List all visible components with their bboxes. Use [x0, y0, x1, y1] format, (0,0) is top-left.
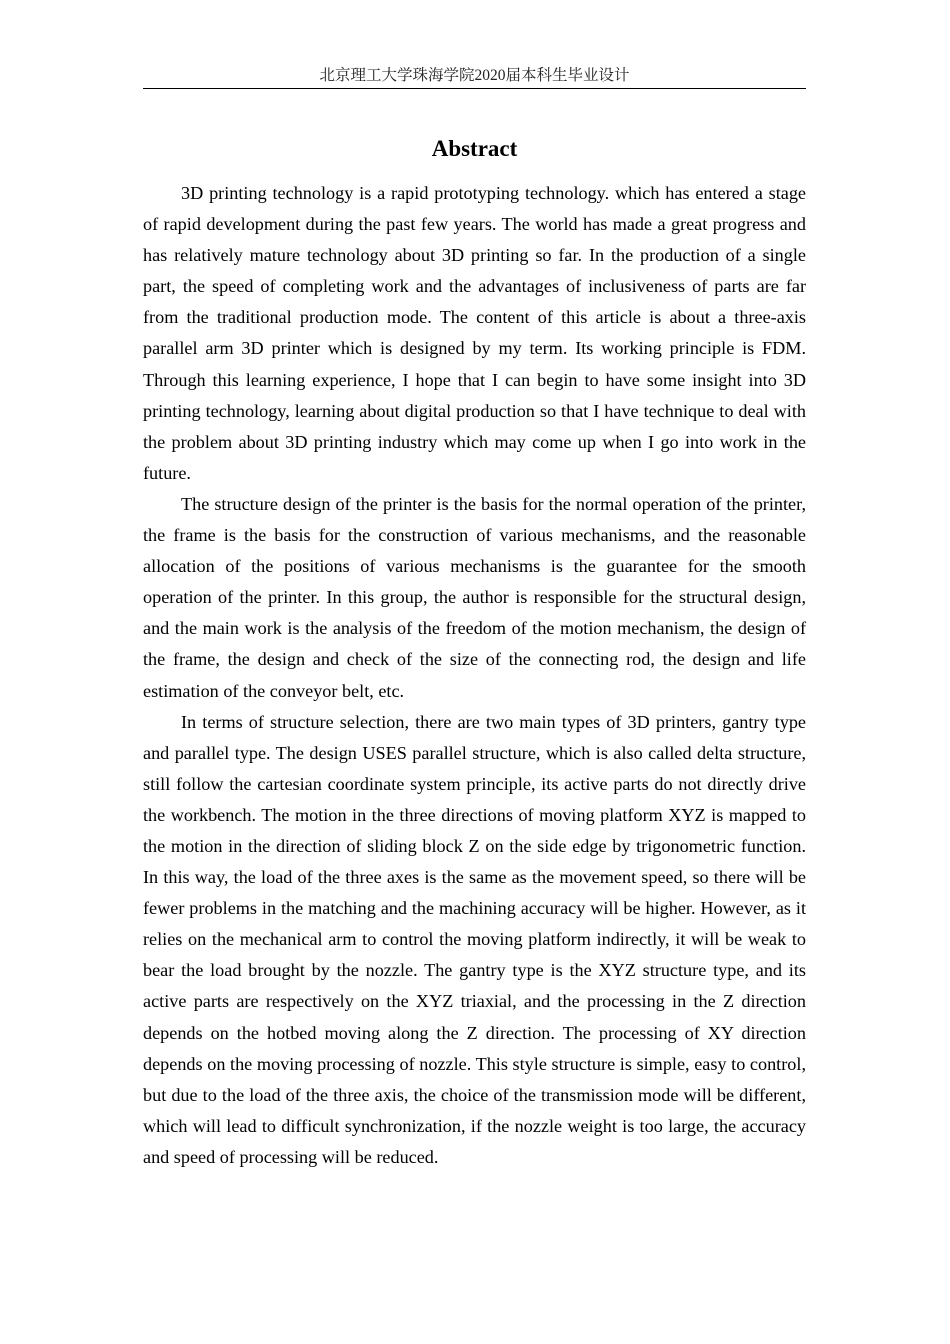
abstract-paragraph-3: In terms of structure selection, there are two main types of 3D printers, gantry type and parallel type. The design USES parallel structure, which is also called delta structure, still follow the cartesian coordinate system principle, its active parts do not directly drive the workbench. The motion in the three directions of moving platform XYZ is mapped to the motion in the direction of sliding block Z on the side edge by trigonometric function. In this way, the load of the three axes is the same as the movement speed, so there will be fewer problems in the matching and the machining accuracy will be higher. However, as it relies on the mechanical arm to control the moving platform indirectly, it will be weak to bear the load brought by the nozzle. The gantry type is the XYZ structure type, and its active parts are respectively on the XYZ triaxial, and the processing in the Z direction depends on the hotbed moving along the Z direction. The processing of XY direction depends on the moving processing of nozzle. This style structure is simple, easy to control, but due to the load of the three axis, the choice of the transmission mode will be different, which will lead to difficult synchronization, if the nozzle weight is too large, the accuracy and speed of processing will be reduced.: [143, 711, 806, 1167]
header-text: 北京理工大学珠海学院2020届本科生毕业设计: [319, 67, 630, 84]
abstract-body: [143, 178, 806, 1173]
abstract-paragraph-1: 3D printing technology is a rapid prototyping technology. which has entered a stage of rapid development during the past few years. The world has made a great progress and has relatively mature technology about 3D printing so far. In the production of a single part, the speed of completing work and the advantages of inclusiveness of parts are far from the traditional production mode. The content of this article is about a three-axis parallel arm 3D printer which is designed by my term. Its working principle is FDM. Through this learning experience, I hope that I can begin to have some insight into 3D printing technology, learning about digital production so that I have technique to deal with the problem about 3D printing industry which may come up when I go into work in the future.: [143, 183, 806, 483]
abstract-paragraph-2: The structure design of the printer is the basis for the normal operation of the printer, the frame is the basis for the construction of various mechanisms, and the reasonable allocation of the positions of various mechanisms is the guarantee for the smooth operation of the printer. In this group, the author is responsible for the structural design, and the main work is the analysis of the freedom of the motion mechanism, the design of the frame, the design and check of the size of the connecting rod, the design and life estimation of the conveyor belt, etc.: [143, 493, 806, 701]
abstract-title: Abstract: [431, 136, 518, 161]
page-header: [143, 64, 806, 89]
